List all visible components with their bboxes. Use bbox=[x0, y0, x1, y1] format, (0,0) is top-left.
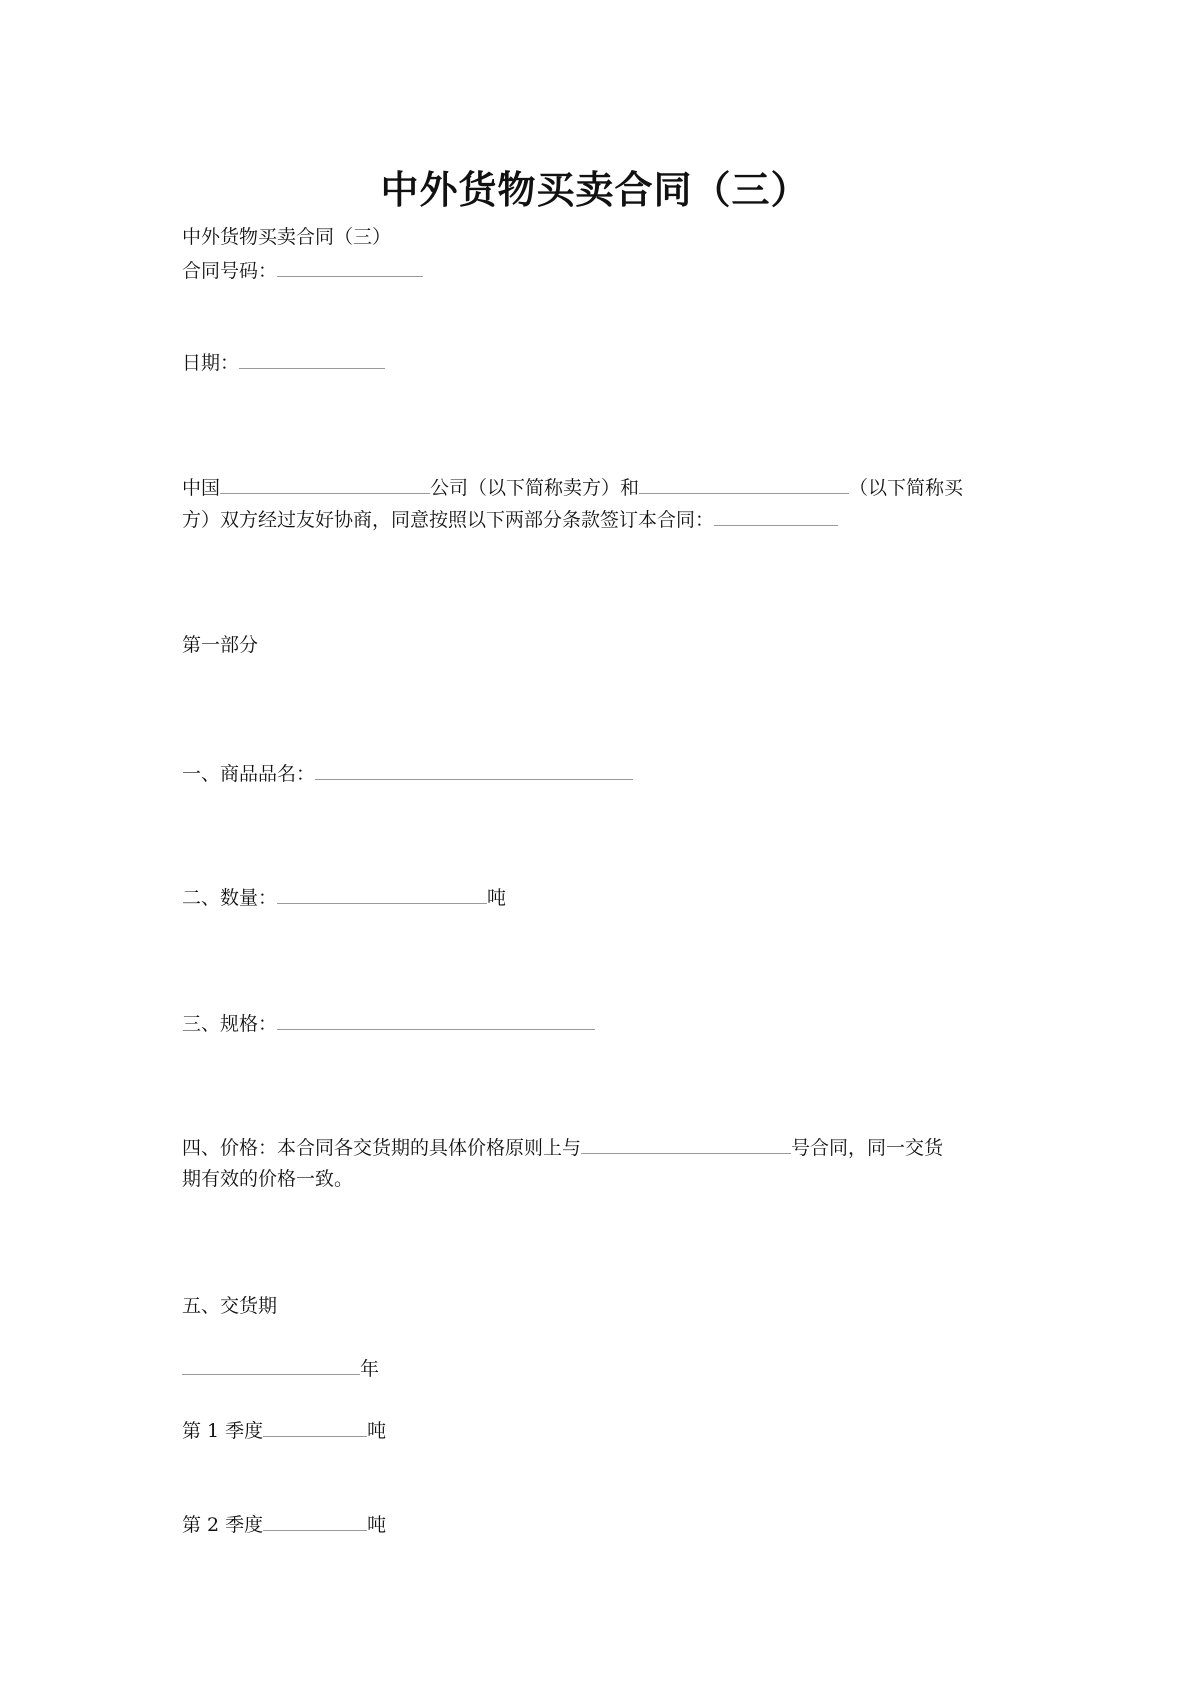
section-part-one: 第一部分 bbox=[182, 634, 259, 656]
reference-contract-blank[interactable] bbox=[581, 1131, 791, 1154]
intro-text-china: 中国 bbox=[182, 477, 221, 499]
clause-price-line1 bbox=[182, 1131, 943, 1164]
document-title: 中外货物买卖合同（三） bbox=[380, 168, 810, 212]
quarter-1-blank[interactable] bbox=[263, 1414, 367, 1437]
intro-text-agreement: 方）双方经过友好协商，同意按照以下两部分条款签订本合同： bbox=[182, 509, 715, 531]
intro-text-seller: 公司（以下简称卖方）和 bbox=[430, 477, 640, 499]
quarter-2-line bbox=[182, 1508, 386, 1541]
quarter-1-unit: 吨 bbox=[367, 1420, 387, 1442]
date-label: 日期： bbox=[182, 352, 240, 374]
specification-label: 三、规格： bbox=[182, 1013, 278, 1035]
clause-delivery-period: 五、交货期 bbox=[182, 1295, 278, 1317]
price-text: 四、价格：本合同各交货期的具体价格原则上与 bbox=[182, 1137, 582, 1159]
contract-number-line bbox=[182, 254, 423, 287]
quarter-1-line bbox=[182, 1414, 386, 1447]
quarter-2-blank[interactable] bbox=[263, 1508, 367, 1531]
product-name-label: 一、商品品名： bbox=[182, 763, 316, 785]
intro-paragraph-line2 bbox=[182, 503, 838, 536]
clause-product-name bbox=[182, 757, 633, 790]
intro-paragraph-line1 bbox=[182, 471, 963, 504]
product-name-blank[interactable] bbox=[315, 757, 633, 780]
clause-specification bbox=[182, 1007, 595, 1040]
specification-blank[interactable] bbox=[277, 1007, 595, 1030]
clause-quantity bbox=[182, 881, 506, 914]
document-subtitle: 中外货物买卖合同（三） bbox=[182, 226, 392, 248]
date-line bbox=[182, 346, 385, 379]
quantity-unit: 吨 bbox=[487, 887, 507, 909]
date-blank[interactable] bbox=[239, 346, 385, 369]
seller-company-blank[interactable] bbox=[220, 471, 430, 494]
quarter-2-label: 第 2 季度 bbox=[182, 1514, 264, 1536]
price-text-tail: 号合同，同一交货 bbox=[791, 1137, 944, 1159]
clause-price-line2: 期有效的价格一致。 bbox=[182, 1168, 354, 1190]
delivery-year-line bbox=[182, 1352, 379, 1385]
year-unit: 年 bbox=[360, 1358, 380, 1380]
contract-number-blank[interactable] bbox=[277, 254, 423, 277]
intro-text-buyer: （以下简称买 bbox=[849, 477, 964, 499]
delivery-year-blank[interactable] bbox=[182, 1352, 360, 1375]
quantity-blank[interactable] bbox=[277, 881, 487, 904]
quarter-1-label: 第 1 季度 bbox=[182, 1420, 264, 1442]
quantity-label: 二、数量： bbox=[182, 887, 278, 909]
quarter-2-unit: 吨 bbox=[367, 1514, 387, 1536]
contract-number-label: 合同号码： bbox=[182, 260, 278, 282]
intro-trailing-blank[interactable] bbox=[714, 503, 838, 526]
buyer-company-blank[interactable] bbox=[639, 471, 849, 494]
